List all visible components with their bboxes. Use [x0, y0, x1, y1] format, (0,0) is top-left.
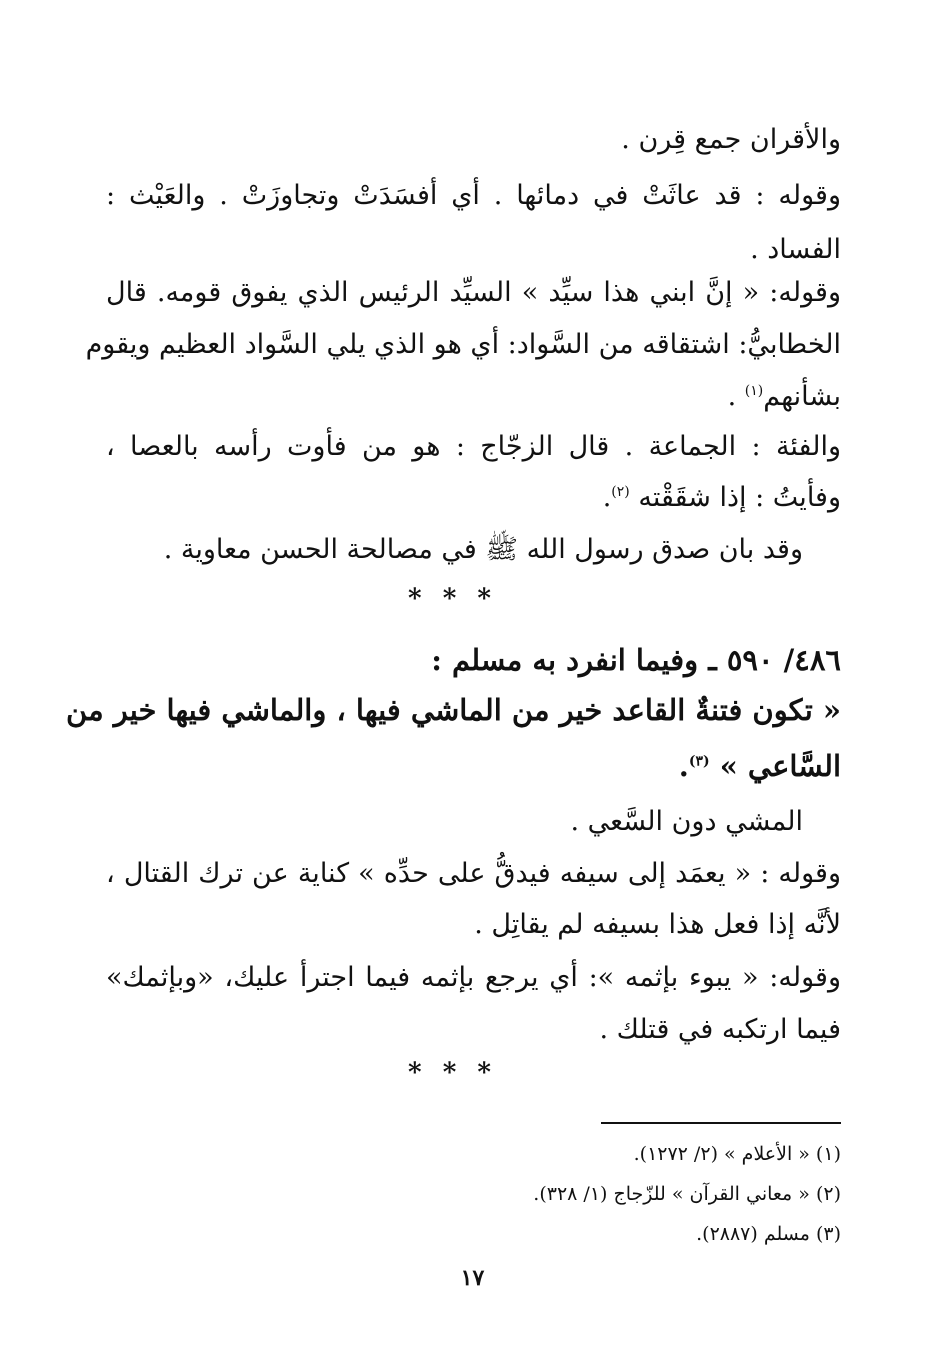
text-line: وقد بان صدق رسول الله ﷺ في مصالحة الحسن معاوية . — [163, 534, 803, 565]
text-line: لأنَّه إذا فعل هذا بسيفه لم يقاتِل . — [474, 909, 841, 940]
text-line: وقوله: « يبوء بإثمه »: أي يرجع بإثمه فيما اجترأ عليك، «وبإثمك» — [106, 962, 841, 993]
text-segment: وفأيتُ : إذا شقَقْته — [638, 482, 841, 513]
text-line: المشي دون السَّعي . — [570, 806, 803, 837]
section-separator: * * * — [408, 1058, 497, 1088]
footnote-ref: (١) — [744, 383, 764, 399]
text-line: الخطابيُّ: اشتقاقه من السَّواد: أي هو الذي يلي السَّواد العظيم ويقوم — [85, 329, 841, 360]
page-number: ١٧ — [460, 1265, 485, 1291]
text-line: الفساد . — [750, 234, 841, 265]
text-line: والأقران جمع قِرن . — [621, 124, 841, 155]
hadith-heading: ٤٨٦/ ٥٩٠ ـ وفيما انفرد به مسلم : — [431, 643, 841, 677]
text-line: وقوله: « إنَّ ابني هذا سيِّد » السيِّد الرئيس الذي يفوق قومه. قال — [106, 277, 841, 308]
hadith-text-with-ref: السَّاعي » $^{(٣)}$. — [678, 749, 841, 783]
text-segment: السَّاعي » — [719, 749, 841, 783]
text-line: وقوله : « يعمَد إلى سيفه فيدقُّ على حدِّه » كناية عن ترك القتال ، — [106, 858, 841, 889]
hadith-text: « تكون فتنةٌ القاعد خير من الماشي فيها ، والماشي فيها خير من — [66, 693, 841, 727]
footnote: (١) « الأعلام » (٢/ ١٢٧٢). — [633, 1143, 841, 1165]
section-separator: * * * — [408, 584, 497, 614]
text-line: وقوله : قد عاثَتْ في دمائها . أي أفسَدَتْ وتجاوزَتْ . والعَيْث : — [106, 180, 841, 211]
text-line-with-ref: وفأيتُ : إذا شقَقْته $^{(٢)}$. — [602, 482, 841, 513]
footnote-rule — [601, 1122, 841, 1124]
footnote-ref: (٢) — [611, 484, 630, 500]
text-line: والفئة : الجماعة . قال الزجّاج : هو من فأوت رأسه بالعصا ، — [106, 431, 841, 462]
footnote: (٣) مسلم (٢٨٨٧). — [696, 1223, 841, 1245]
text-line-with-ref: بشأنهم$^{(١)}$ . — [727, 381, 841, 412]
footnote-ref: (٣) — [688, 753, 710, 770]
text-segment: بشأنهم — [763, 381, 841, 412]
footnote: (٢) « معاني القرآن » للزّجاج (١/ ٣٢٨). — [533, 1183, 841, 1205]
text-line: فيما ارتكبه في قتلك . — [599, 1014, 841, 1045]
